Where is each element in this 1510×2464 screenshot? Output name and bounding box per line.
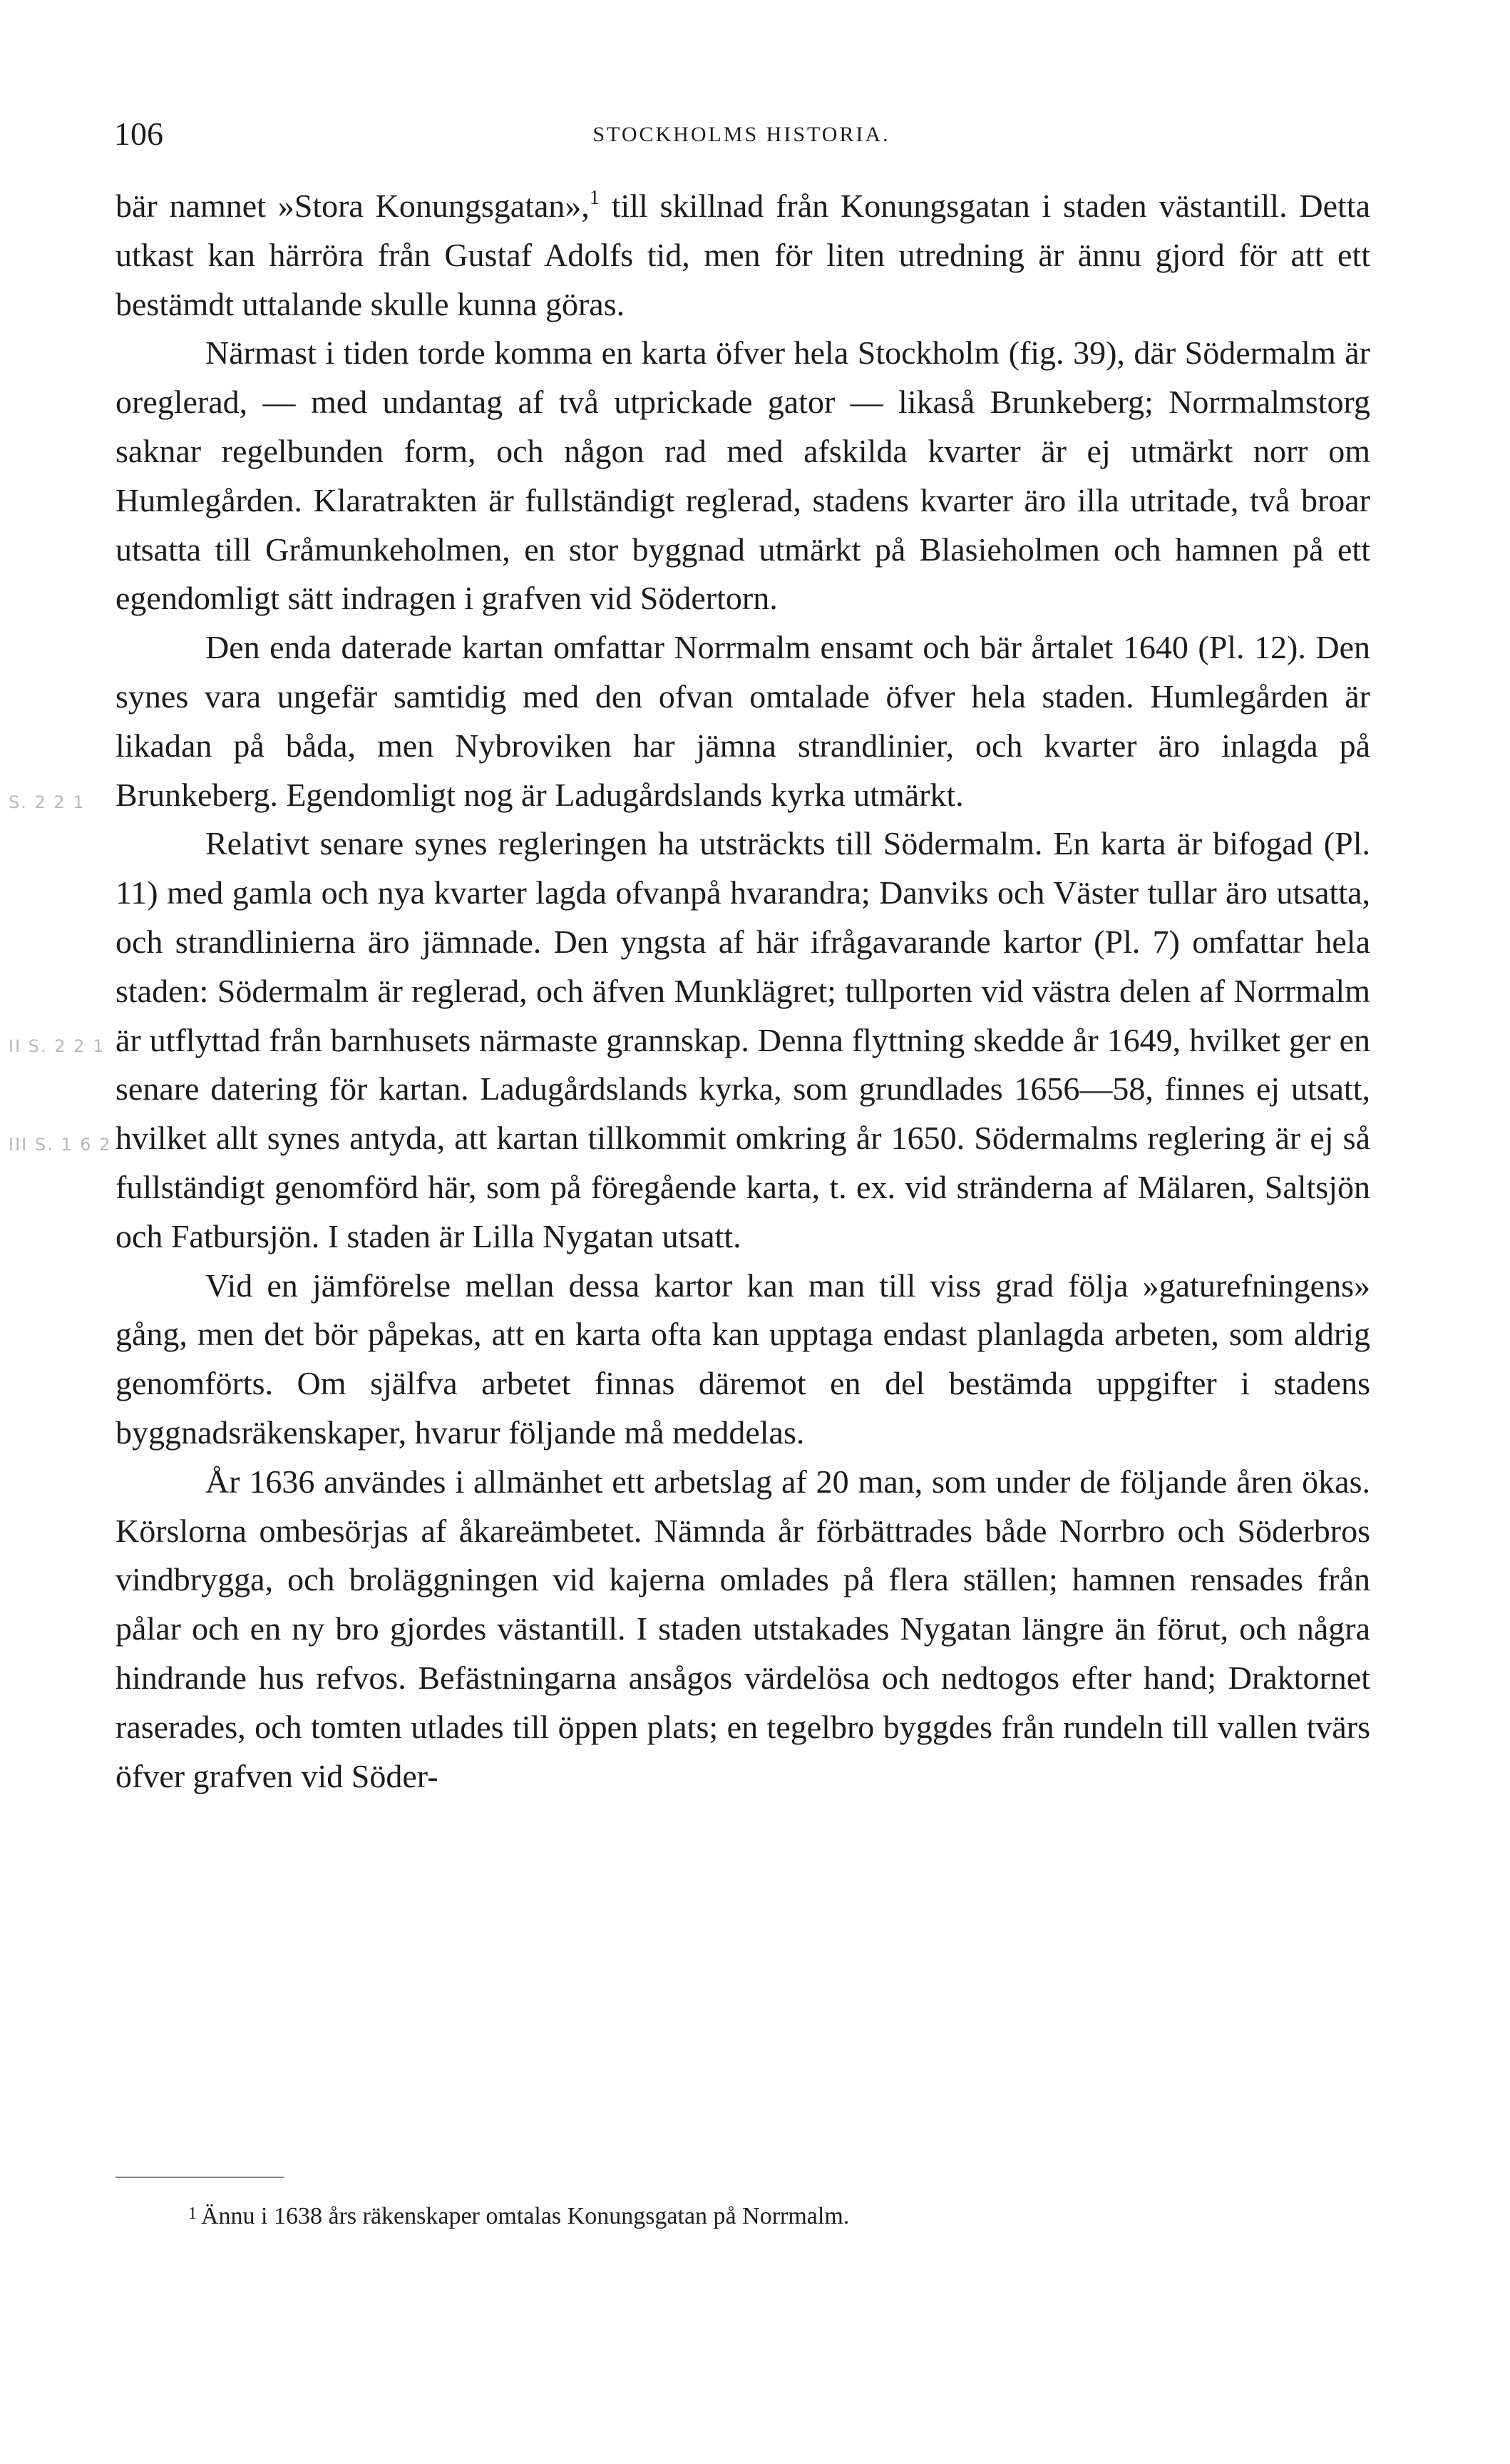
margin-note: II S. 2 2 1 — [9, 1036, 106, 1056]
page-number: 106 — [114, 116, 163, 152]
paragraph: Den enda daterade kartan omfattar Norrmalm ensamt och bär årtalet 1640 (Pl. 12). Den synes vara ungefär samtidig med den ofvan omtalade öfver hela staden. Humlegården är likadan på båda, men Nybroviken har jämna strandlinier, och kvarter äro inlagda på Brunkeberg. Egendomligt nog är Ladugårdslands kyrka utmärkt. — [115, 629, 1370, 813]
body-text — [115, 182, 1370, 1801]
paragraph: År 1636 användes i allmänhet ett arbetslag af 20 man, som under de följande åren ökas. Körslorna ombesörjas af åkareämbetet. Nämnda år förbättrades både Norrbro och Söderbros vindbrygga, och broläggningen vid kajerna omlades på flera ställen; hamnen rensades från pålar och en ny bro gjordes västantill. I staden utstakades Nygatan längre än förut, och några hindrande hus refvos. Befästningarna ansågos värdelösa och nedtogos efter hand; Draktornet raserades, och tomten utlades till öppen plats; en tegelbro byggdes från rundeln till vallen tvärs öfver grafven vid Söder- — [115, 1463, 1370, 1794]
paragraph-text: bär namnet »Stora Konungsgatan», — [115, 188, 590, 224]
footnote-divider — [115, 2177, 284, 2178]
paragraph — [115, 182, 1370, 329]
paragraph: Vid en jämförelse mellan dessa kartor kan man till viss grad följa »gaturefningens» gång, men det bör påpekas, att en karta ofta kan upptaga endast planlagda arbeten, som aldrig genomförts. Om själfva arbetet finnas däremot en del bestämda uppgifter i stadens byggnadsräkenskaper, hvarur följande må meddelas. — [115, 1267, 1370, 1451]
footnote-text: Ännu i 1638 års räkenskaper omtalas Konungsgatan på Norrmalm. — [201, 2203, 850, 2229]
paragraph-text: till skillnad från Konungsgatan i staden västantill. Detta utkast kan härröra från Gustaf Adolfs tid, men för liten utredning är ännu gjord för att ett bestämdt uttalande skulle kunna göras. — [115, 188, 1370, 322]
footnote-mark: 1 — [188, 2204, 197, 2223]
footnote — [188, 2200, 1270, 2233]
running-title: STOCKHOLMS HISTORIA. — [592, 123, 890, 146]
paragraph: Relativt senare synes regleringen ha utsträckts till Södermalm. En karta är bifogad (Pl. 11) med gamla och nya kvarter lagda ofvanpå hvarandra; Danviks och Väster tullar äro utsatta, och strandlinierna äro jämnade. Den yngsta af här ifrågavarande kartor (Pl. 7) omfattar hela staden: Södermalm är reglerad, och äfven Munklägret; tullporten vid västra delen af Norrmalm är utflyttad från barnhusets närmaste grannskap. Denna flyttning skedde år 1649, hvilket ger en senare datering för kartan. Ladugårdslands kyrka, som grundlades 1656—58, finnes ej utsatt, hvilket allt synes antyda, att kartan tillkommit omkring år 1650. Södermalms reglering är ej så fullständigt genomförd här, som på föregående karta, t. ex. vid stränderna af Mälaren, Saltsjön och Fatbursjön. I staden är Lilla Nygatan utsatt. — [115, 825, 1370, 1254]
page-header — [114, 113, 1369, 155]
margin-note: III S. 1 6 2 — [9, 1135, 112, 1155]
footnote-reference: 1 — [589, 187, 600, 209]
margin-note: S. 2 2 1 — [9, 792, 86, 812]
paragraph: Närmast i tiden torde komma en karta öfver hela Stockholm (fig. 39), där Södermalm är oreglerad, — med undantag af två utprickade gator — likaså Brunkeberg; Norrmalmstorg saknar regelbunden form, och någon rad med afskilda kvarter är ej utmärkt norr om Humlegården. Klaratrakten är fullständigt reglerad, stadens kvarter äro illa utritade, två broar utsatta till Gråmunkeholmen, en stor byggnad utmärkt på Blasieholmen och hamnen på ett egendomligt sätt indragen i grafven vid Södertorn. — [115, 334, 1370, 617]
